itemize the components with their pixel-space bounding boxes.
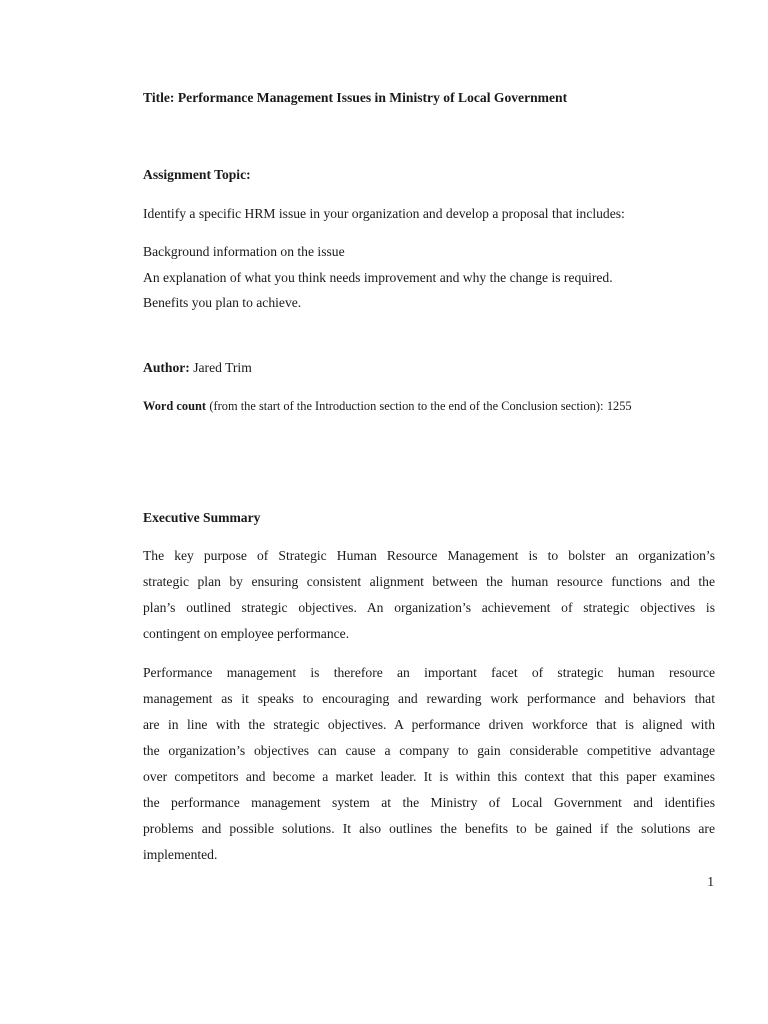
executive-summary-paragraph-2 xyxy=(143,660,715,868)
paragraph-line: are in line with the strategic objectives. A performance driven workforce that is aligned with xyxy=(143,717,715,732)
paragraph-line: the performance management system at the Ministry of Local Government and identifies xyxy=(143,795,715,810)
word-count-detail: (from the start of the Introduction section to the end of the Conclusion section): xyxy=(209,399,604,413)
title-label: Title: xyxy=(143,90,175,105)
assignment-item: An explanation of what you think needs improvement and why the change is required. xyxy=(143,270,613,285)
paragraph-line: contingent on employee performance. xyxy=(143,626,350,641)
paragraph-line: problems and possible solutions. It also outlines the benefits to be gained if the solutions are xyxy=(143,821,715,836)
paragraph-line: The key purpose of Strategic Human Resource Management is to bolster an organization’s xyxy=(143,548,715,563)
word-count-value: 1255 xyxy=(606,399,632,413)
document-title xyxy=(143,89,567,107)
paragraph-line: Performance management is therefore an important facet of strategic human resource xyxy=(143,665,715,680)
assignment-item: Benefits you plan to achieve. xyxy=(143,295,302,310)
author-name: Jared Trim xyxy=(193,360,252,375)
word-count-label: Word count xyxy=(143,399,206,413)
author-line xyxy=(143,359,252,377)
assignment-heading: Assignment Topic: xyxy=(143,167,251,182)
page-number: 1 xyxy=(707,874,714,889)
paragraph-line: management as it speaks to encouraging and rewarding work performance and behaviors that xyxy=(143,691,715,706)
author-label: Author: xyxy=(143,360,190,375)
paragraph-line: plan’s outlined strategic objectives. An organization’s achievement of strategic objectives is xyxy=(143,600,715,615)
paragraph-line: strategic plan by ensuring consistent alignment between the human resource functions and the xyxy=(143,574,715,589)
word-count-line xyxy=(143,397,632,415)
assignment-item: Background information on the issue xyxy=(143,244,345,259)
assignment-instruction: Identify a specific HRM issue in your organization and develop a proposal that includes: xyxy=(143,206,625,221)
executive-summary-paragraph-1 xyxy=(143,543,715,647)
paragraph-line: over competitors and become a market leader. It is within this context that this paper examines xyxy=(143,769,715,784)
paragraph-line: the organization’s objectives can cause a company to gain considerable competitive advantage xyxy=(143,743,715,758)
title-text: Performance Management Issues in Ministry of Local Government xyxy=(177,90,568,105)
paragraph-line: implemented. xyxy=(143,847,218,862)
executive-summary-heading: Executive Summary xyxy=(143,510,261,525)
